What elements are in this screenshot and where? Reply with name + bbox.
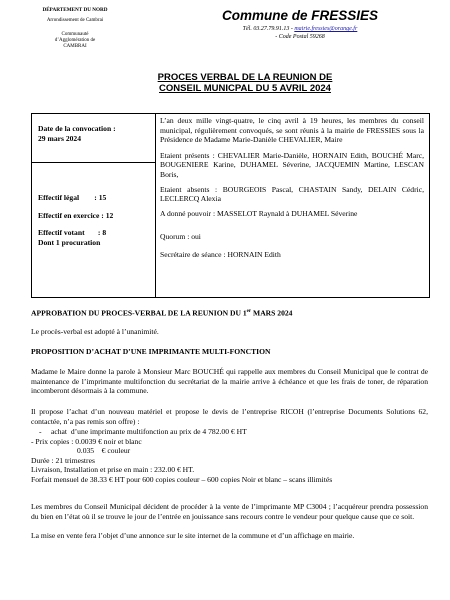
- document-title-line-2: CONSEIL MUNICPAL DU 5 AVRIL 2024: [159, 83, 331, 94]
- effectif-exercice: Effectif en exercice : 12: [38, 210, 114, 220]
- meeting-info-table: [31, 113, 430, 298]
- members-present: Etaient présents : CHEVALIER Marie-Danièle, HORNAIN Edith, BOUCHÉ Marc, BOUGENIERE Karine, DUHAMEL Séverine, JACQUEMIN Martine, LESCAN Boris,: [160, 150, 424, 179]
- document-title: [95, 72, 395, 94]
- proposition-paragraph-4: La mise en vente fera l’objet d’une annonce sur le site internet de la commune et d’un affichage en mairie.: [31, 531, 355, 540]
- contact-postal-code: - Code Postal 59268: [275, 33, 325, 40]
- procuration-count: Dont 1 procuration: [38, 237, 101, 247]
- quote-item-bw-copy: - Prix copies : 0.0039 € noir et blanc: [31, 436, 142, 446]
- convocation-label: Date de la convocation :: [38, 124, 116, 133]
- table-vertical-divider: [155, 114, 156, 297]
- approbation-heading: [31, 307, 428, 318]
- arrondissement-name: Arrondissement de Cambrai: [46, 18, 104, 23]
- proposition-paragraph-2: Il propose l’achat d’un nouveau matériel et propose le devis de l’entreprise RICOH (l’entreprise Documents Solutions 62, contactée, n’a pas remis son offre) :: [31, 407, 428, 426]
- proposition-paragraph-3: Les membres du Conseil Municipal décident de procéder à la vente de l’imprimante MP C3004 ; l’acquéreur prendra possession du bien en l’état où il se trouve le jour de l’entrée en jouissance sans recours contre le vendeur pour quelque cause que ce soit.: [31, 502, 428, 521]
- effectif-votant: Effectif votant : 8: [38, 228, 107, 238]
- effectif-cell: [38, 193, 154, 247]
- approbation-heading-sup: er: [246, 309, 252, 314]
- effectif-legal: Effectif légal : 15: [38, 193, 107, 202]
- approbation-heading-end: MARS 2024: [251, 308, 293, 318]
- communaute-line-3: CAMBRAI: [63, 44, 87, 49]
- meeting-intro: L’an deux mille vingt-quatre, le cinq avril à 19 heures, les membres du conseil municipal, régulièrement convoqués, se sont réunis à la mairie de FRESSIES sous la Présidence de Madame Marie-Danièle CHEVALIER, Maire: [160, 116, 424, 145]
- quote-item-monthly-fee: Forfait mensuel de 38.33 € HT pour 600 copies couleur – 600 copies Noir et blanc – scans illimités: [31, 474, 333, 484]
- communaute-line-1: Communauté: [61, 32, 89, 37]
- quorum-status: Quorum : oui: [160, 232, 201, 242]
- quote-item-printer: - achat d’une imprimante multifonction au prix de 4 782.00 € HT: [39, 427, 247, 436]
- proposition-paragraph-1: Madame le Maire donne la parole à Monsieur Marc BOUCHÉ qui rappelle aux membres du Conseil Municipal que le contrat de maintenance de l’imprimante multifonction du secrétariat de la mairie arrive à échéance et que les frais de toner, de réparation incomberont désormais à la commune.: [31, 367, 428, 396]
- proposition-heading: PROPOSITION D’ACHAT D’UNE IMPRIMANTE MULTI-FONCTION: [31, 347, 271, 356]
- quote-item-duration: Durée : 21 trimestres: [31, 455, 95, 465]
- table-horizontal-divider: [32, 162, 155, 163]
- convocation-cell: [38, 124, 152, 143]
- approbation-heading-text: APPROBATION DU PROCES-VERBAL DE LA REUNION DU 1: [31, 308, 247, 318]
- contact-email-link[interactable]: mairie.fressies@orange.fr: [294, 26, 358, 32]
- contact-block: [190, 26, 410, 41]
- convocation-date: 29 mars 2024: [38, 133, 82, 143]
- quote-item-color-copy: 0.035 € couleur: [77, 446, 131, 456]
- communaute-line-2: d’Agglomération de: [54, 38, 96, 43]
- contact-phone: Tél. 03.27.79.91.13 -: [242, 26, 293, 32]
- department-header: [20, 7, 130, 50]
- commune-title: Commune de FRESSIES: [221, 8, 379, 23]
- document-title-line-1: PROCES VERBAL DE LA REUNION DE: [157, 72, 333, 83]
- quote-item-installation: Livraison, Installation et prise en main : 232.00 € HT.: [31, 465, 195, 475]
- meeting-details-cell: [160, 116, 424, 260]
- session-secretary: Secrétaire de séance : HORNAIN Edith: [160, 249, 281, 259]
- approbation-text: Le procès-verbal est adopté à l’unanimité.: [31, 327, 159, 336]
- quote-details-list: [31, 427, 428, 485]
- proxy-vote: A donné pouvoir : MASSELOT Raynald à DUHAMEL Séverine: [160, 208, 358, 218]
- department-name: DÉPARTEMENT DU NORD: [42, 7, 108, 13]
- members-absent: Etaient absents : BOURGEOIS Pascal, CHASTAIN Sandy, DELAIN Cédric, LECLERCQ Alexia: [160, 184, 424, 204]
